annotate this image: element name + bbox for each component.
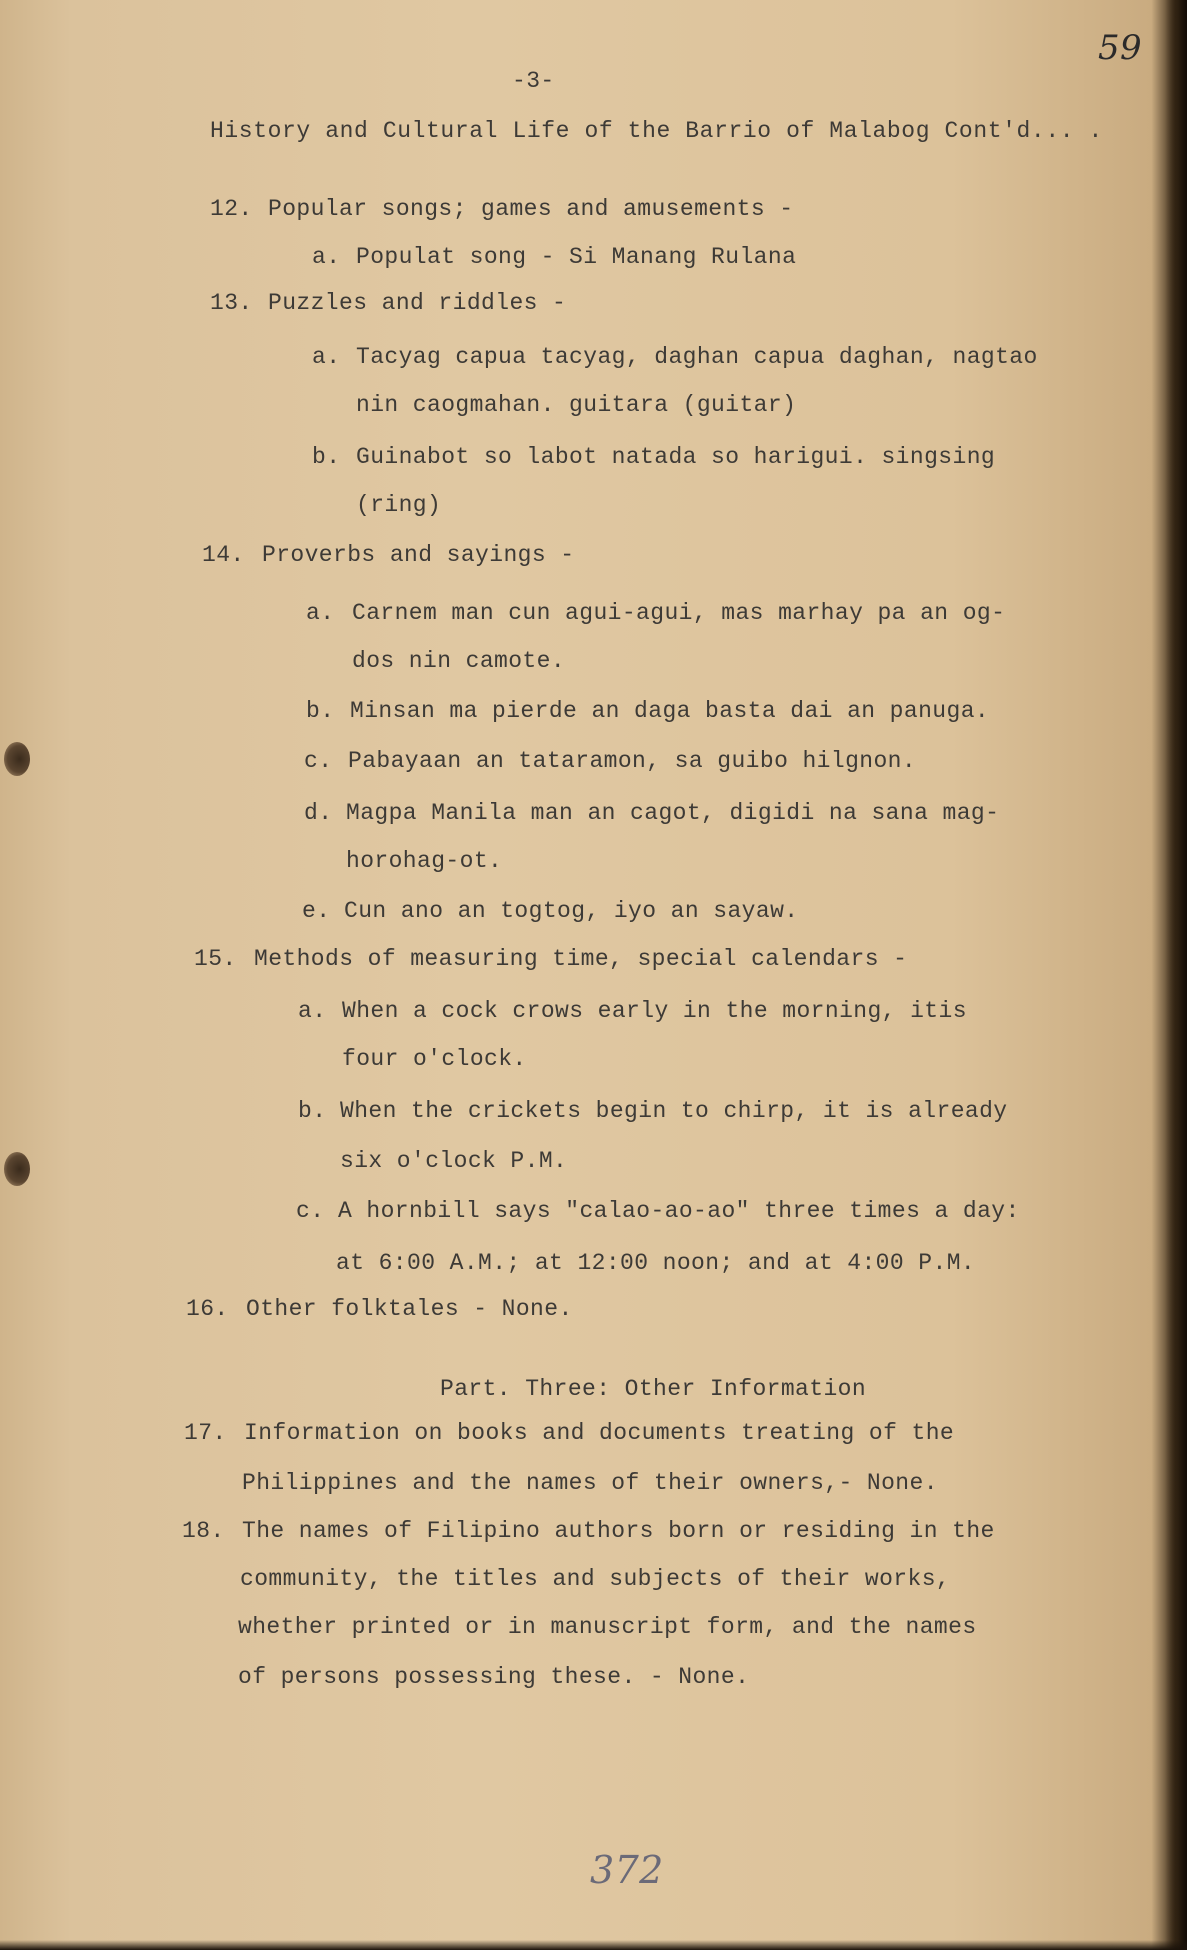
page-edge-shadow bbox=[1165, 0, 1187, 1950]
item-line: at 6:00 A.M.; at 12:00 noon; and at 4:00 P.M. bbox=[336, 1250, 976, 1276]
item-line: four o'clock. bbox=[342, 1046, 527, 1072]
item-line: Populat song - Si Manang Rulana bbox=[356, 244, 797, 270]
section-title: Other folktales - None. bbox=[246, 1296, 573, 1322]
item-line: A hornbill says "calao-ao-ao" three times a day: bbox=[338, 1198, 1020, 1224]
item-letter: b. bbox=[298, 1098, 327, 1124]
section-title: Methods of measuring time, special calendars - bbox=[254, 946, 908, 972]
section-number: 14. bbox=[202, 542, 245, 568]
item-line: of persons possessing these. - None. bbox=[238, 1664, 750, 1690]
item-line: horohag-ot. bbox=[346, 848, 503, 874]
item-letter: a. bbox=[312, 244, 341, 270]
item-line: (ring) bbox=[356, 492, 442, 518]
item-line: Guinabot so labot natada so harigui. singsing bbox=[356, 444, 996, 470]
item-letter: b. bbox=[312, 444, 341, 470]
item-line: Information on books and documents treating of the bbox=[244, 1420, 955, 1446]
item-line: Magpa Manila man an cagot, digidi na sana mag- bbox=[346, 800, 1000, 826]
section-number: 13. bbox=[210, 290, 253, 316]
item-letter: b. bbox=[306, 698, 335, 724]
item-line: Carnem man cun agui-agui, mas marhay pa an og- bbox=[352, 600, 1006, 626]
item-line: dos nin camote. bbox=[352, 648, 566, 674]
item-line: Minsan ma pierde an daga basta dai an panuga. bbox=[350, 698, 990, 724]
item-line: six o'clock P.M. bbox=[340, 1148, 568, 1174]
handwritten-page-number: 59 bbox=[1098, 28, 1143, 68]
item-line: Cun ano an togtog, iyo an sayaw. bbox=[344, 898, 799, 924]
item-letter: a. bbox=[312, 344, 341, 370]
section-number: 17. bbox=[184, 1420, 227, 1446]
section-number: 12. bbox=[210, 196, 253, 222]
item-letter: a. bbox=[306, 600, 335, 626]
section-number: 15. bbox=[194, 946, 237, 972]
item-letter: a. bbox=[298, 998, 327, 1024]
section-title: Puzzles and riddles - bbox=[268, 290, 567, 316]
section-number: 16. bbox=[186, 1296, 229, 1322]
item-line: nin caogmahan. guitara (guitar) bbox=[356, 392, 797, 418]
item-line: When a cock crows early in the morning, itis bbox=[342, 998, 967, 1024]
item-line: Tacyag capua tacyag, daghan capua daghan, nagtao bbox=[356, 344, 1038, 370]
item-letter: e. bbox=[302, 898, 331, 924]
item-line: whether printed or in manuscript form, and the names bbox=[238, 1614, 977, 1640]
document-header: History and Cultural Life of the Barrio of Malabog Cont'd... . bbox=[210, 118, 1103, 144]
section-title: Proverbs and sayings - bbox=[262, 542, 575, 568]
binder-hole-icon bbox=[4, 1152, 30, 1186]
item-letter: d. bbox=[304, 800, 333, 826]
item-line: Philippines and the names of their owners,- None. bbox=[242, 1470, 938, 1496]
item-letter: c. bbox=[304, 748, 333, 774]
part-three-title: Part. Three: Other Information bbox=[440, 1376, 867, 1402]
page-label: -3- bbox=[512, 68, 555, 94]
section-number: 18. bbox=[182, 1518, 225, 1544]
item-line: Pabayaan an tataramon, sa guibo hilgnon. bbox=[348, 748, 917, 774]
item-letter: c. bbox=[296, 1198, 325, 1224]
section-title: Popular songs; games and amusements - bbox=[268, 196, 794, 222]
binder-hole-icon bbox=[4, 742, 30, 776]
item-line: The names of Filipino authors born or residing in the bbox=[242, 1518, 995, 1544]
handwritten-footer-number: 372 bbox=[590, 1848, 664, 1892]
item-line: community, the titles and subjects of their works, bbox=[240, 1566, 951, 1592]
page-bottom-edge bbox=[0, 1940, 1187, 1950]
item-line: When the crickets begin to chirp, it is already bbox=[340, 1098, 1008, 1124]
